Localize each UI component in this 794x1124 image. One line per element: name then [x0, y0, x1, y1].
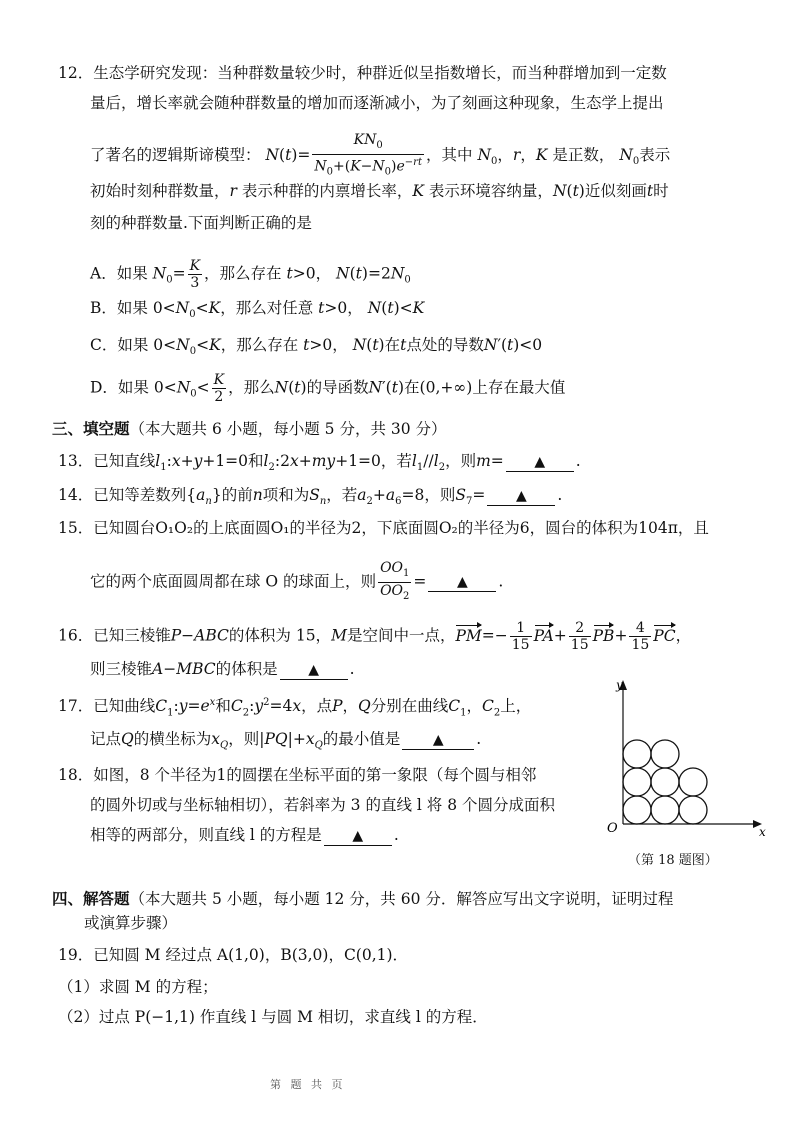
q12-option-b: B．如果 $0<N_0<K$，那么对任意 t>0， N(t)<K [90, 299, 425, 321]
q13: 13．已知直线$l_1:x+y+1=0$和$l_2:2x+my+1=0$，若$l_1//l_2$，则m= ▲ . [58, 452, 581, 474]
q16-line1: 16．已知三棱锥P−ABC的体积为 15，M是空间中一点，PM=− $\frac{1}{15}$ PA+ $\frac{2}{15}$ PB+ $\frac{4}{15}$ PC， [58, 620, 692, 653]
q12-option-a: A．如果 $N_0=$ $\frac{K}{3}$ ，那么存在 t>0， $N(t)=2N_0$ [90, 258, 411, 291]
circle-7 [623, 740, 651, 768]
circle-2 [651, 796, 679, 824]
q16-line2: 则三棱锥A−MBC的体积是 ▲ . [90, 660, 355, 678]
origin-label: O [607, 821, 618, 836]
q12-option-c: C．如果 $0<N_0<K$，那么存在 t>0， N(t)在t点处的导数N′(t)<0 [90, 336, 543, 358]
q17-line2: 记点Q的横坐标为$x_Q$，则$|PQ|+x_Q$的最小值是 ▲ . [90, 730, 482, 752]
circle-8 [651, 740, 679, 768]
q12-line3: 了著名的逻辑斯谛模型： N(t)= $\frac{KN_0}{N_0+(K-N_0)e^{-rt}}$ ，其中 $N_0$，r，K 是正数， $N_0$表示 [90, 132, 670, 180]
q14: 14．已知等差数列$\{a_n\}$的前n项和为$S_n$，若$a_2+a_6=8$，则$S_7=$ ▲ . [58, 486, 563, 508]
q19-stem: 19．已知圆 M 经过点 A(1,0)，B(3,0)，C(0,1)． [58, 946, 409, 964]
q12-line1: 12．生态学研究发现：当种群数量较少时，种群近似呈指数增长，而当种群增加到一定数 [58, 64, 667, 82]
circle-1 [623, 796, 651, 824]
section3-heading: 三、填空题（本大题共 6 小题，每小题 5 分，共 30 分） [52, 419, 447, 438]
page-footer: 第 题 共 页 [270, 1078, 346, 1091]
q12-line2: 量后，增长率就会随种群数量的增加而逐渐减小，为了刻画这种现象，生态学上提出 [90, 94, 664, 112]
figure-caption: （第 18 题图） [628, 853, 718, 868]
q18-answer-blank[interactable]: ▲ [324, 826, 392, 846]
q18-line1: 18．如图，8 个半径为1的圆摆在坐标平面的第一象限（每个圆与相邻 [58, 766, 537, 784]
logistic-formula: $\frac{KN_0}{N_0+(K-N_0)e^{-rt}}$ [314, 132, 422, 178]
q15-line1: 15．已知圆台O₁O₂的上底面圆O₁的半径为2，下底面圆O₂的半径为6，圆台的体积为104π，且 [58, 519, 709, 537]
section4-note-cont: 或演算步骤） [84, 914, 178, 932]
circle-6 [679, 768, 707, 796]
section4-heading: 四、解答题（本大题共 5 小题，每小题 12 分，共 60 分．解答应写出文字说明，证明过程 [52, 889, 674, 908]
circle-3 [679, 796, 707, 824]
y-axis-label: y [616, 678, 623, 692]
x-axis-label: x [759, 825, 766, 839]
q19-part2: （2）过点 P(−1,1) 作直线 l 与圆 M 相切，求直线 l 的方程． [58, 1008, 488, 1026]
q15-answer-blank[interactable]: ▲ [428, 572, 496, 592]
q16-answer-blank[interactable]: ▲ [280, 660, 348, 680]
q12-line4: 初始时刻种群数量，r 表示种群的内禀增长率，K 表示环境容纳量，N(t)近似刻画t时 [90, 182, 669, 200]
q18-line3: 相等的两部分，则直线 l 的方程是 ▲ . [90, 826, 399, 844]
circle-4 [623, 768, 651, 796]
q18-line2: 的圆外切或与坐标轴相切），若斜率为 3 的直线 l 将 8 个圆分成面积 [90, 796, 555, 814]
q12-line5: 刻的种群数量.下面判断正确的是 [90, 214, 312, 232]
q18-circle-figure [596, 672, 786, 872]
circle-5 [651, 768, 679, 796]
q17-line1: 17．已知曲线$C_1:y=e^x$和$C_2:y^2=4x$，点P，Q分别在曲线$C_1$，$C_2$上， [58, 697, 532, 719]
q17-answer-blank[interactable]: ▲ [402, 730, 474, 750]
q12-option-d: D．如果 $0<N_0<$ $\frac{K}{2}$ ，那么N(t)的导函数N′(t)在(0,+∞)上存在最大值 [90, 372, 566, 405]
q13-answer-blank[interactable]: ▲ [506, 452, 574, 472]
q14-answer-blank[interactable]: ▲ [487, 486, 555, 506]
q15-line2: 它的两个底面圆周都在球 O 的球面上，则 $\frac{OO_1}{OO_2}$ = ▲ . [90, 560, 504, 602]
q19-part1: （1）求圆 M 的方程； [58, 978, 218, 996]
